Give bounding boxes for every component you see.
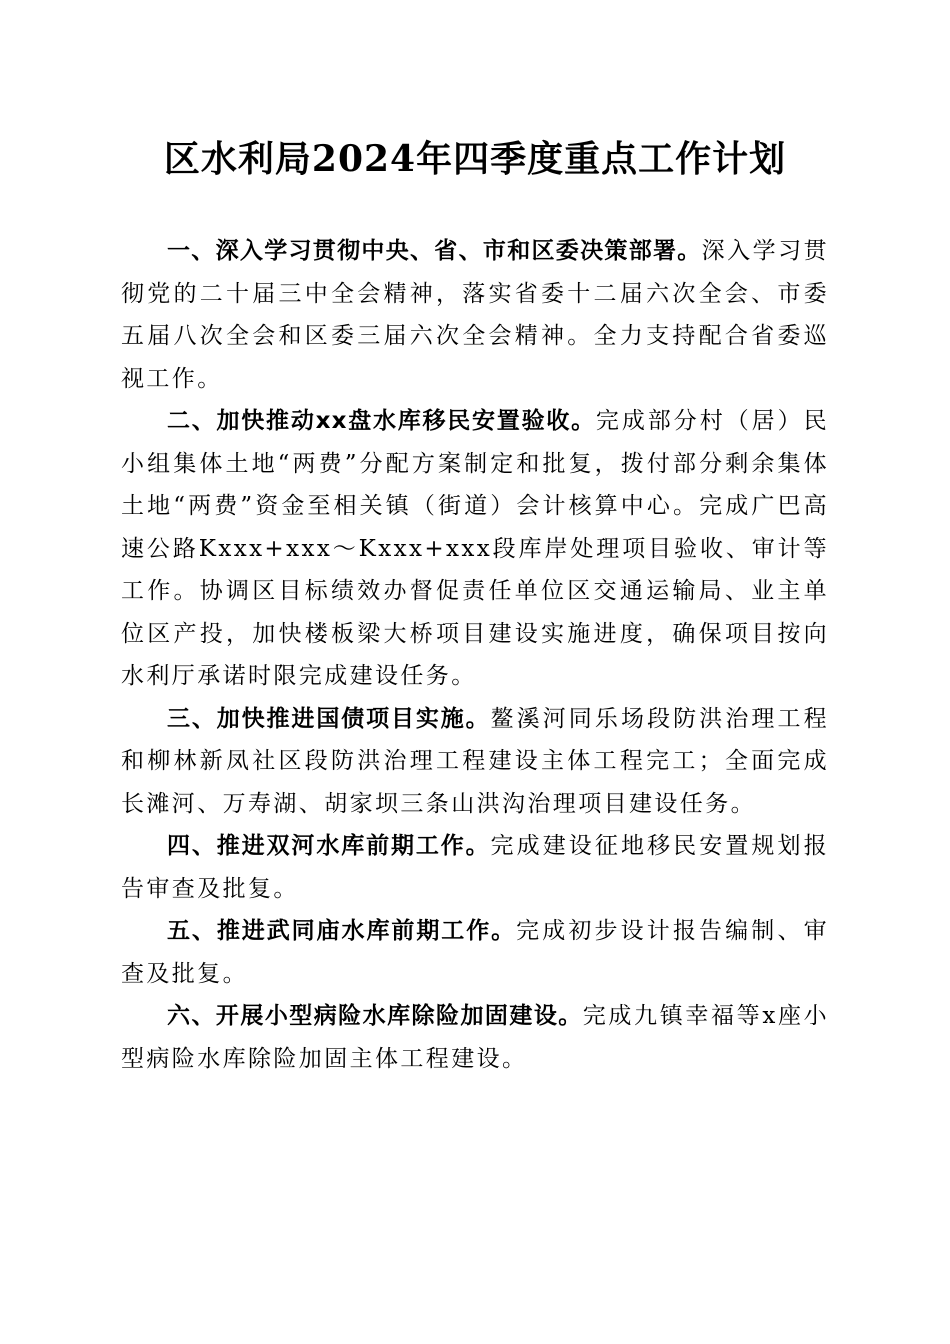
- section-2: [121, 400, 829, 698]
- section-6: [121, 995, 829, 1080]
- section-heading: 一、深入学习贯彻中央、省、市和区委决策部署。: [167, 238, 702, 264]
- section-heading: 二、加快推动xx盘水库移民安置验收。: [167, 408, 596, 434]
- section-heading: 六、开展小型病险水库除险加固建设。: [167, 1003, 583, 1029]
- section-4: [121, 825, 829, 910]
- section-text: 完成初步设计报告编制、审查及批复。: [121, 918, 829, 987]
- section-5: [121, 910, 829, 995]
- document-body: [121, 230, 829, 1080]
- section-text: 鳌溪河同乐场段防洪治理工程和柳林新凤社区段防洪治理工程建设主体工程完工；全面完成长滩河、万寿湖、胡家坝三条山洪沟治理项目建设任务。: [121, 705, 829, 817]
- section-text: 完成九镇幸福等x座小型病险水库除险加固主体工程建设。: [121, 1003, 829, 1072]
- section-heading: 五、推进武同庙水库前期工作。: [167, 918, 517, 944]
- section-3: [121, 698, 829, 826]
- document-title: 区水利局2024年四季度重点工作计划: [163, 138, 787, 180]
- section-heading: 四、推进双河水库前期工作。: [167, 833, 491, 859]
- section-heading: 三、加快推进国债项目实施。: [167, 705, 491, 732]
- section-text: 深入学习贯彻党的二十届三中全会精神，落实省委十二届六次全会、市委五届八次全会和区委三届六次全会精神。全力支持配合省委巡视工作。: [121, 238, 830, 392]
- section-text: 完成部分村（居）民小组集体土地“两费”分配方案制定和批复，拨付部分剩余集体土地“两费”资金至相关镇（街道）会计核算中心。完成广巴高速公路Kxxx+xxx～Kxxx+xxx段库岸处理项目验收、审计等工作。协调区目标绩效办督促责任单位区交通运输局、业主单位区产投，加快楼板梁大桥项目建设实施进度，确保项目按向水利厅承诺时限完成建设任务。: [121, 408, 829, 689]
- section-1: [121, 230, 829, 400]
- section-text: 完成建设征地移民安置规划报告审查及批复。: [121, 833, 829, 902]
